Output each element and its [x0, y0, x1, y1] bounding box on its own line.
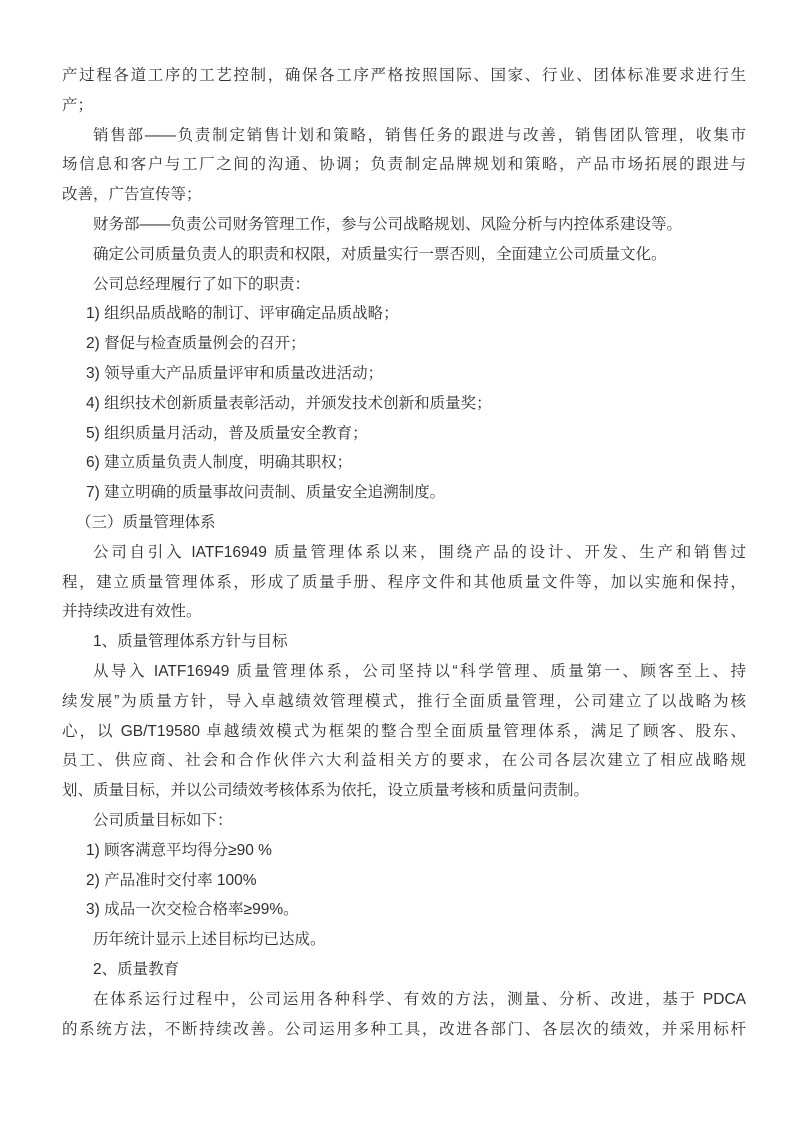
list-item-line: 1) 组织品质战略的制订、评审确定品质战略； — [86, 305, 399, 323]
text-line: 改善，广告宣传等； — [62, 186, 202, 204]
text-line: 并持续改进有效性。 — [62, 603, 202, 621]
subsection-heading-line: 2、质量教育 — [93, 960, 180, 978]
list-item-line: 3) 领导重大产品质量评审和质量改进活动； — [86, 364, 384, 382]
text-line: 划、质量目标，并以公司绩效考核体系为依托，设立质量考核和质量问责制。 — [62, 782, 590, 800]
list-item-line: 6) 建立质量负责人制度，明确其职权； — [86, 454, 353, 472]
list-item-line: 1) 顾客满意平均得分≥90 % — [86, 841, 272, 859]
text-line: 产； — [62, 96, 94, 114]
text-line: 从导入 IATF16949 质量管理体系，公司坚持以“科学管理、质量第一、顾客至上、持 — [93, 662, 746, 680]
text-line: 历年统计显示上述目标均已达成。 — [93, 931, 326, 949]
text-line: 财务部——负责公司财务管理工作，参与公司战略规划、风险分析与内控体系建设等。 — [93, 215, 683, 233]
text-line: 场信息和客户与工厂之间的沟通、协调；负责制定品牌规划和策略，产品市场拓展的跟进与 — [62, 156, 746, 174]
list-item-line: 3) 成品一次交检合格率≥99%。 — [86, 901, 299, 919]
text-line: 程，建立质量管理体系，形成了质量手册、程序文件和其他质量文件等，加以实施和保持， — [62, 573, 746, 591]
text-line: 续发展”为质量方针，导入卓越绩效管理模式，推行全面质量管理，公司建立了以战略为核 — [62, 692, 746, 710]
text-line: 公司质量目标如下： — [93, 811, 233, 829]
subsection-heading-line: 1、质量管理体系方针与目标 — [93, 633, 288, 651]
text-line: 产过程各道工序的工艺控制，确保各工序严格按照国际、国家、行业、团体标准要求进行生 — [62, 67, 746, 84]
text-line: 确定公司质量负责人的职责和权限，对质量实行一票否则，全面建立公司质量文化。 — [93, 245, 667, 263]
text-line: 公司总经理履行了如下的职责： — [93, 275, 311, 293]
list-item-line: 5) 组织质量月活动，普及质量安全教育； — [86, 424, 368, 442]
text-line: 销售部——负责制定销售计划和策略，销售任务的跟进与改善，销售团队管理，收集市 — [93, 126, 746, 144]
text-line: 在体系运行过程中，公司运用各种科学、有效的方法，测量、分析、改进，基于 PDCA — [93, 990, 746, 1008]
text-line: 员工、供应商、社会和合作伙伴六大利益相关方的要求，在公司各层次建立了相应战略规 — [62, 752, 746, 770]
document-text-block — [62, 61, 746, 1044]
list-item-line: 4) 组织技术创新质量表彰活动，并颁发技术创新和质量奖； — [86, 394, 492, 412]
text-line: 的系统方法，不断持续改善。公司运用多种工具，改进各部门、各层次的绩效，并采用标杆 — [62, 1020, 746, 1038]
text-line: 心，以 GB/T19580 卓越绩效模式为框架的整合型全面质量管理体系，满足了顾客、股东、 — [62, 722, 746, 740]
list-item-line: 2) 产品准时交付率 100% — [86, 871, 257, 889]
list-item-line: 7) 建立明确的质量事故问责制、质量安全追溯制度。 — [86, 484, 446, 502]
section-heading-line: （三）质量管理体系 — [76, 513, 216, 531]
list-item-line: 2) 督促与检查质量例会的召开； — [86, 335, 306, 353]
text-line: 公司自引入 IATF16949 质量管理体系以来，围绕产品的设计、开发、生产和销售过 — [93, 543, 746, 561]
